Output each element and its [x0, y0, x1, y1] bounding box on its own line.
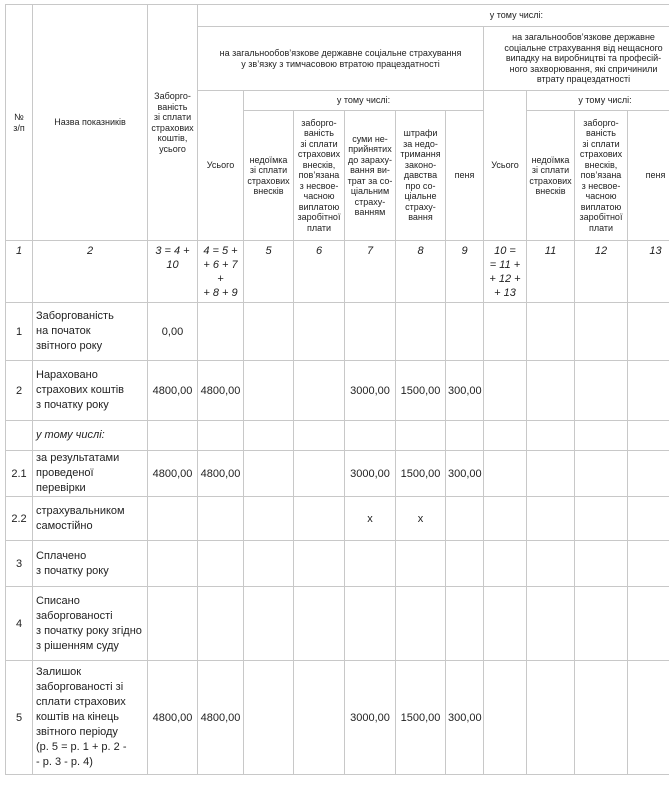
col-number: 12: [575, 241, 628, 303]
col-number: 1: [6, 241, 33, 303]
table-row: [6, 303, 669, 361]
cell-penalty: [446, 541, 484, 587]
cell-debt-total: [148, 587, 198, 661]
header-group-temporary-disability: на загальнообов’язкове державне соціальне страхування у зв’язку з тимчасовою втратою працездатності: [198, 27, 484, 91]
cell-unaccepted: х: [345, 497, 396, 541]
cell-penalty: [446, 421, 484, 451]
header-total-b: Усього: [484, 91, 527, 241]
cell-fines: [396, 587, 446, 661]
cell-unaccepted: 3000,00: [345, 451, 396, 497]
header-debt-total: Заборго- ваність зі сплати страхових коштів, усього: [148, 5, 198, 241]
cell-debt-total: 4800,00: [148, 361, 198, 421]
col-number: 4 = 5 + + 6 + 7 + + 8 + 9: [198, 241, 244, 303]
table-row: [6, 661, 669, 775]
header-num: № з/п: [6, 5, 33, 241]
row-name: Списано заборгованості з початку року згідно з рішенням суду: [33, 587, 148, 661]
cell-fines: [396, 421, 446, 451]
cell-debt-total: 0,00: [148, 303, 198, 361]
header-penalty-a: пеня: [446, 111, 484, 241]
table-row: [6, 361, 669, 421]
cell-total-a: [198, 497, 244, 541]
row-number: 3: [6, 541, 33, 587]
header-fines: штрафи за недо- тримання законо- давства про со- ціальне страху- вання: [396, 111, 446, 241]
row-number: 4: [6, 587, 33, 661]
debt-report-table: [5, 4, 669, 775]
cell-total-a: 4800,00: [198, 451, 244, 497]
table-row: [6, 541, 669, 587]
row-name: Сплачено з початку року: [33, 541, 148, 587]
table-row: [6, 587, 669, 661]
header-penalty-b: пеня: [628, 111, 669, 241]
row-name: страхувальником самостійно: [33, 497, 148, 541]
table-row: [6, 497, 669, 541]
cell-total-a: 4800,00: [198, 361, 244, 421]
table-row: [6, 451, 669, 497]
cell-fines: 1500,00: [396, 451, 446, 497]
cell-total-a: [198, 587, 244, 661]
col-number: 7: [345, 241, 396, 303]
col-number: 10 = = 11 + + 12 + + 13: [484, 241, 527, 303]
row-number: 2: [6, 361, 33, 421]
cell-fines: [396, 541, 446, 587]
header-underpay-a: недоїмка зі сплати страхових внесків: [244, 111, 294, 241]
cell-penalty: [446, 587, 484, 661]
cell-total-a: [198, 303, 244, 361]
header-total-a: Усього: [198, 91, 244, 241]
col-number: 2: [33, 241, 148, 303]
col-number: 3 = 4 + 10: [148, 241, 198, 303]
col-number: 13: [628, 241, 669, 303]
cell-fines: 1500,00: [396, 661, 446, 775]
header-unaccepted-costs: суми не- прийнятих до зараху- вання ви- трат за со- ціальним страху- ванням: [345, 111, 396, 241]
cell-penalty: 300,00: [446, 451, 484, 497]
row-number: [6, 421, 33, 451]
row-name: у тому числі:: [33, 421, 148, 451]
col-number: 6: [294, 241, 345, 303]
header-sub-in-total-a: у тому числі:: [244, 91, 484, 111]
header-in-total: у тому числі:: [198, 5, 669, 27]
cell-debt-total: [148, 497, 198, 541]
cell-unaccepted: [345, 421, 396, 451]
cell-penalty: [446, 497, 484, 541]
col-number: 11: [527, 241, 575, 303]
row-number: 1: [6, 303, 33, 361]
header-name: Назва показників: [33, 5, 148, 241]
col-number: 9: [446, 241, 484, 303]
row-number: 5: [6, 661, 33, 775]
col-number: 5: [244, 241, 294, 303]
cell-penalty: 300,00: [446, 661, 484, 775]
cell-unaccepted: [345, 303, 396, 361]
row-number: 2.2: [6, 497, 33, 541]
row-number: 2.1: [6, 451, 33, 497]
cell-total-a: 4800,00: [198, 661, 244, 775]
header-group-accident: на загальнообов’язкове державне соціальне страхування від нещасного випадку на виробництві та професій- ного захворювання, які спричинили втрату працездатності: [484, 27, 669, 91]
cell-fines: [396, 303, 446, 361]
cell-total-a: [198, 541, 244, 587]
table-row: [6, 421, 669, 451]
cell-total-a: [198, 421, 244, 451]
cell-debt-total: [148, 421, 198, 451]
cell-fines: 1500,00: [396, 361, 446, 421]
cell-debt-total: [148, 541, 198, 587]
cell-unaccepted: [345, 587, 396, 661]
cell-penalty: [446, 303, 484, 361]
row-name: Заборгованість на початок звітного року: [33, 303, 148, 361]
cell-debt-total: 4800,00: [148, 661, 198, 775]
cell-debt-total: 4800,00: [148, 451, 198, 497]
row-name: Залишок заборгованості зі сплати страхових коштів на кінець звітного періоду (р. 5 = р. 1 + р. 2 - - р. 3 - р. 4): [33, 661, 148, 775]
cell-unaccepted: 3000,00: [345, 361, 396, 421]
cell-unaccepted: [345, 541, 396, 587]
row-name: Нараховано страхових коштів з початку року: [33, 361, 148, 421]
header-debt-salary-b: заборго- ваність зі сплати страхових внесків, пов’язана з несвое- часною виплатою заробітної плати: [575, 111, 628, 241]
cell-fines: х: [396, 497, 446, 541]
header-sub-in-total-b: у тому числі:: [527, 91, 669, 111]
header-debt-salary-a: заборго- ваність зі сплати страхових внесків, пов’язана з несвое- часною виплатою заробітної плати: [294, 111, 345, 241]
cell-penalty: 300,00: [446, 361, 484, 421]
col-number: 8: [396, 241, 446, 303]
header-underpay-b: недоїмка зі сплати страхових внесків: [527, 111, 575, 241]
cell-unaccepted: 3000,00: [345, 661, 396, 775]
row-name: за результатами проведеної перевірки: [33, 451, 148, 497]
